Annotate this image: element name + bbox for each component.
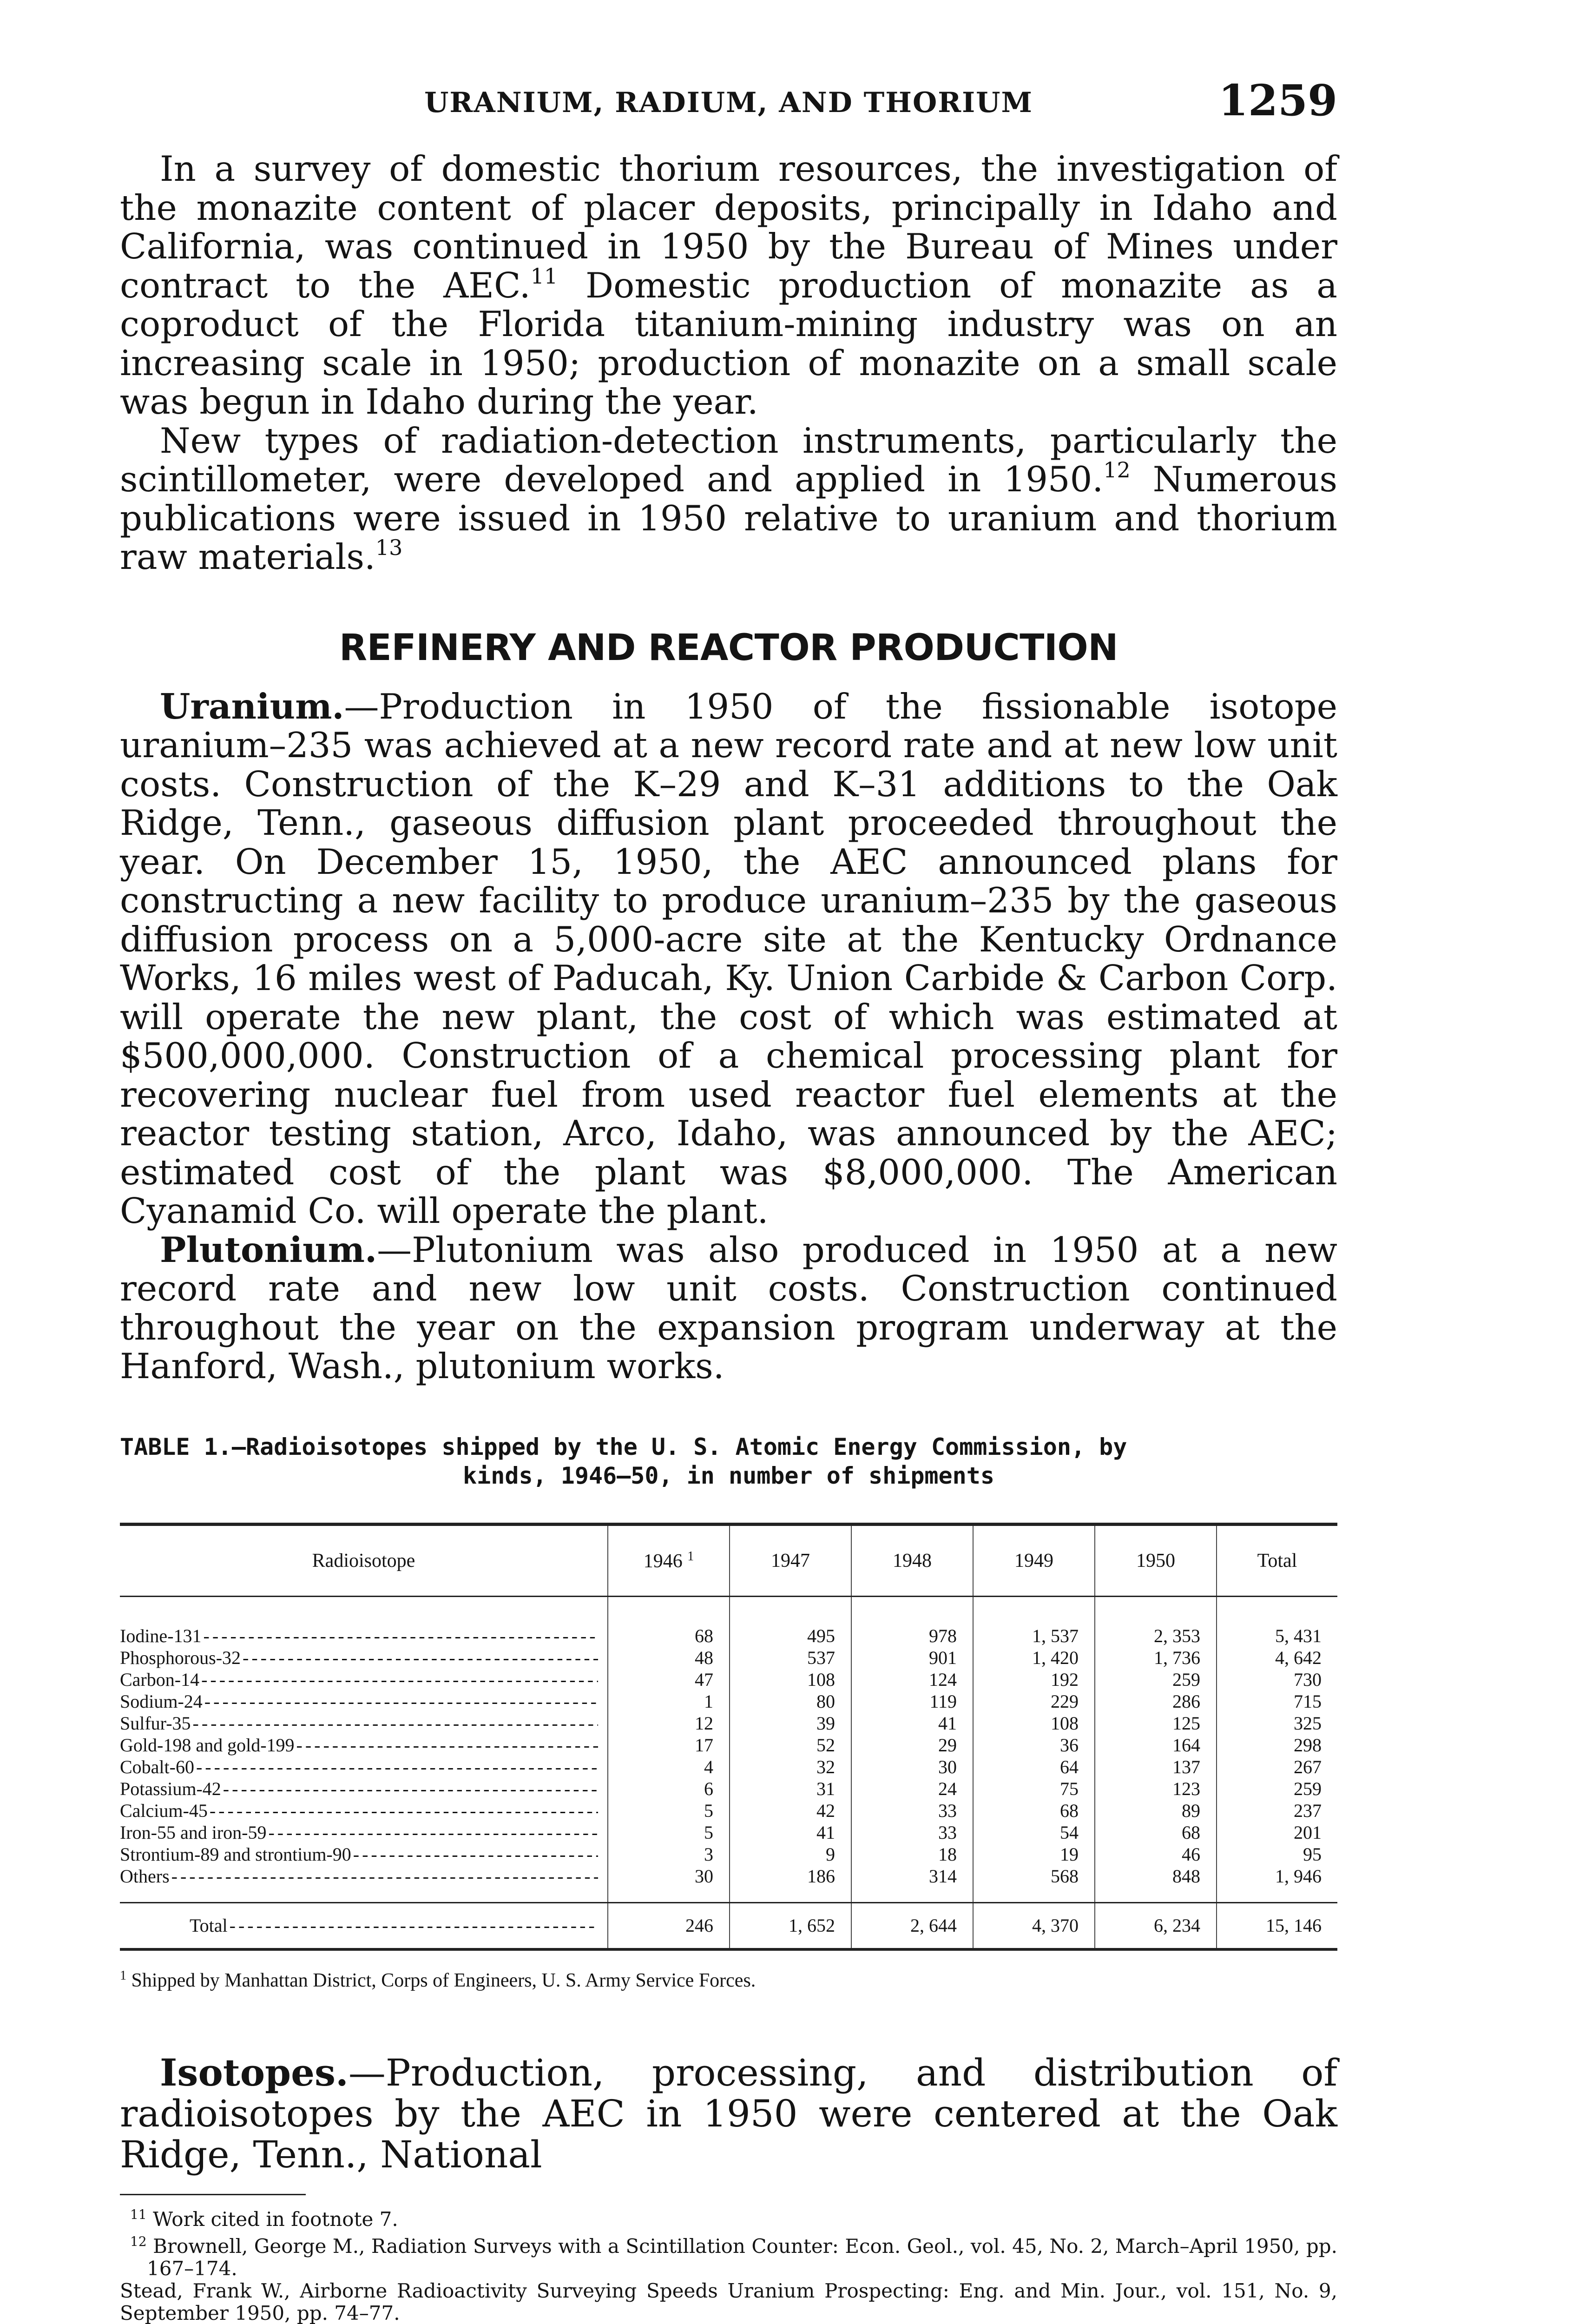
total-cell-1948: 2, 644 (851, 1902, 973, 1949)
uranium-run-in: Uranium. (160, 686, 344, 727)
cell-radioisotope: Others ----- (120, 1865, 608, 1887)
table-row (120, 1843, 1337, 1865)
cell-1946: 5 (608, 1800, 730, 1822)
cell-1948: 124 (851, 1669, 973, 1690)
table-row (120, 1712, 1337, 1734)
cell-1947: 39 (730, 1712, 851, 1734)
col-header-1946: 1946 $^1$ (608, 1524, 730, 1596)
cell-1946: 68 (608, 1625, 730, 1647)
cell-total: 298 (1217, 1734, 1337, 1756)
cell-1946: 17 (608, 1734, 730, 1756)
cell-1948: 29 (851, 1734, 973, 1756)
cell-total: 267 (1217, 1756, 1337, 1778)
cell-radioisotope: Calcium-45 ----- (120, 1800, 608, 1822)
cell-total: 5, 431 (1217, 1625, 1337, 1647)
cell-1948: 33 (851, 1800, 973, 1822)
isotopes-paragraph: Isotopes.—Production, processing, and distribution of radioisotopes by the AEC in 1950 were centered at the Oak Ridge, Tenn., National (120, 2050, 1337, 2176)
cell-total: 259 (1217, 1778, 1337, 1800)
footnotes (120, 2204, 1337, 2324)
cell-1947: 108 (730, 1669, 851, 1690)
cell-1947: 9 (730, 1843, 851, 1865)
cell-1946: 6 (608, 1778, 730, 1800)
cell-radioisotope: Sulfur-35 ----- (120, 1712, 608, 1734)
document-page (120, 70, 1337, 2324)
col-header-1949: 1949 (973, 1524, 1095, 1596)
cell-1949: 1, 420 (973, 1647, 1095, 1669)
table-row (120, 1734, 1337, 1756)
cell-total: 730 (1217, 1669, 1337, 1690)
cell-1946: 5 (608, 1822, 730, 1843)
cell-1950: 46 (1095, 1843, 1217, 1865)
table-header-row (120, 1524, 1337, 1596)
cell-radioisotope: Iodine-131 ----- (120, 1625, 608, 1647)
cell-1950: 68 (1095, 1822, 1217, 1843)
running-title: URANIUM, RADIUM, AND THORIUM (424, 86, 1033, 119)
cell-radioisotope: Strontium-89 and strontium-90 ----- (120, 1843, 608, 1865)
cell-1947: 31 (730, 1778, 851, 1800)
total-cell-1946: 246 (608, 1902, 730, 1949)
cell-1946: 1 (608, 1690, 730, 1712)
cell-1947: 495 (730, 1625, 851, 1647)
footnote-ref-13: 13 (375, 535, 403, 560)
cell-1949: 1, 537 (973, 1625, 1095, 1647)
cell-1947: 186 (730, 1865, 851, 1887)
footnote-ref-12: 12 (1103, 457, 1131, 482)
cell-1948: 119 (851, 1690, 973, 1712)
footnote-entry: $^{12}$ Brownell, George M., Radiation Surveys with a Scintillation Counter: Econ. Geol., vol. 45, No. 2, March–April 1950, pp. 167–174. (130, 2233, 1337, 2280)
cell-1948: 314 (851, 1865, 973, 1887)
cell-1949: 64 (973, 1756, 1095, 1778)
table-row (120, 1865, 1337, 1887)
cell-1947: 80 (730, 1690, 851, 1712)
intro-paragraph-instruments: New types of radiation-detection instruments, particularly the scintillometer, were developed and applied in 1950.12 Numerous publications were issued in 1950 relative to uranium and thorium raw materials.$^{13}$ (120, 420, 1337, 577)
table-row (120, 1778, 1337, 1800)
cell-total: 201 (1217, 1822, 1337, 1843)
uranium-paragraph: Uranium.—Production in 1950 of the fissionable isotope uranium–235 was achieved at a new record rate and at new low unit costs. Construction of the K–29 and K–31 additions to the Oak Ridge, Tenn., gaseous diffusion plant proceeded throughout the year. On December 15, 1950, the AEC announced plans for constructing a new facility to produce uranium–235 by the gaseous diffusion process on a 5,000-acre site at the Kentucky Ordnance Works, 16 miles west of Paducah, Ky. Union Carbide & Carbon Corp. will operate the new plant, the cost of which was estimated at $500,000,000. Construction of a chemical processing plant for recovering nuclear fuel from used reactor fuel elements at the reactor testing station, Arco, Idaho, was announced by the AEC; estimated cost of the plant was $8,000,000. The American Cyanamid Co. will operate the plant. (120, 686, 1337, 1231)
cell-radioisotope: Phosphorous-32 ----- (120, 1647, 608, 1669)
cell-1946: 30 (608, 1865, 730, 1887)
table-row (120, 1669, 1337, 1690)
cell-1949: 192 (973, 1669, 1095, 1690)
total-cell-total: 15, 146 (1217, 1902, 1337, 1949)
col-header-total: Total (1217, 1524, 1337, 1596)
footnote-entry: $^{11}$ Work cited in footnote 7. (130, 2206, 398, 2231)
cell-1949: 68 (973, 1800, 1095, 1822)
cell-1947: 42 (730, 1800, 851, 1822)
col-header-1947: 1947 (730, 1524, 851, 1596)
cell-1950: 1, 736 (1095, 1647, 1217, 1669)
cell-radioisotope: Carbon-14 ----- (120, 1669, 608, 1690)
total-cell-1950: 6, 234 (1095, 1902, 1217, 1949)
cell-1946: 47 (608, 1669, 730, 1690)
cell-1949: 229 (973, 1690, 1095, 1712)
cell-1948: 41 (851, 1712, 973, 1734)
plutonium-run-in: Plutonium. (160, 1229, 377, 1270)
cell-1946: 48 (608, 1647, 730, 1669)
radioisotope-table (120, 1523, 1337, 1951)
intro-paragraph-thorium: In a survey of domestic thorium resources, the investigation of the monazite content of placer deposits, principally in Idaho and California, was continued in 1950 by the Bureau of Mines under contract to the AEC.$^{11}$ Domestic production of monazite as a coproduct of the Florida titanium-mining industry was on an increasing scale in 1950; production of monazite on a small scale was begun in Idaho during the year. (120, 148, 1337, 422)
footnote-ref-11: 11 (530, 263, 558, 289)
col-header-1948: 1948 (851, 1524, 973, 1596)
cell-1947: 41 (730, 1822, 851, 1843)
cell-1950: 125 (1095, 1712, 1217, 1734)
cell-1950: 848 (1095, 1865, 1217, 1887)
cell-1949: 36 (973, 1734, 1095, 1756)
cell-1948: 18 (851, 1843, 973, 1865)
cell-1948: 30 (851, 1756, 973, 1778)
col-header-1950: 1950 (1095, 1524, 1217, 1596)
isotopes-run-in: Isotopes. (160, 2050, 349, 2094)
cell-radioisotope: Gold-198 and gold-199 ----- (120, 1734, 608, 1756)
cell-1950: 123 (1095, 1778, 1217, 1800)
cell-radioisotope: Potassium-42 ----- (120, 1778, 608, 1800)
page-number: 1259 (1218, 75, 1337, 125)
plutonium-paragraph: Plutonium.—Plutonium was also produced in 1950 at a new record rate and new low unit costs. Construction continued throughout the year on the expansion program underway at the Hanford, Wash., plutonium works. (120, 1229, 1337, 1386)
table-footnote: $^1$ Shipped by Manhattan District, Corps of Engineers, U. S. Army Service Forces. (120, 1968, 756, 1991)
table-row (120, 1690, 1337, 1712)
cell-1948: 901 (851, 1647, 973, 1669)
cell-radioisotope: Cobalt-60 ----- (120, 1756, 608, 1778)
cell-1947: 537 (730, 1647, 851, 1669)
cell-1946: 3 (608, 1843, 730, 1865)
cell-total: 237 (1217, 1800, 1337, 1822)
table-row (120, 1800, 1337, 1822)
table-row (120, 1647, 1337, 1669)
total-cell-1949: 4, 370 (973, 1902, 1095, 1949)
table-row (120, 1625, 1337, 1647)
table-total-row (120, 1902, 1337, 1949)
cell-total: 1, 946 (1217, 1865, 1337, 1887)
cell-1946: 12 (608, 1712, 730, 1734)
cell-total: 4, 642 (1217, 1647, 1337, 1669)
cell-1949: 568 (973, 1865, 1095, 1887)
running-head (120, 70, 1337, 130)
cell-1950: 259 (1095, 1669, 1217, 1690)
cell-1949: 108 (973, 1712, 1095, 1734)
footnote-entry: Stead, Frank W., Airborne Radioactivity Surveying Speeds Uranium Prospecting: Eng. and Min. Jour., vol. 151, No. 9, September 1950, pp. 74–77. (120, 2279, 1337, 2324)
cell-total: 715 (1217, 1690, 1337, 1712)
total-cell-radioisotope: Total ----- (120, 1902, 608, 1949)
cell-radioisotope: Sodium-24 ----- (120, 1690, 608, 1712)
cell-1950: 164 (1095, 1734, 1217, 1756)
footnote-divider (120, 2194, 306, 2195)
cell-total: 325 (1217, 1712, 1337, 1734)
cell-1950: 137 (1095, 1756, 1217, 1778)
cell-1950: 2, 353 (1095, 1625, 1217, 1647)
cell-1948: 978 (851, 1625, 973, 1647)
cell-1948: 24 (851, 1778, 973, 1800)
table-caption: TABLE 1.—Radioisotopes shipped by the U. S. Atomic Energy Commission, by kinds, 1946–50, in number of shipments (120, 1433, 1127, 1489)
col-header-radioisotope: Radioisotope (120, 1524, 608, 1596)
cell-1949: 75 (973, 1778, 1095, 1800)
table-row (120, 1756, 1337, 1778)
cell-1949: 19 (973, 1843, 1095, 1865)
table-row (120, 1822, 1337, 1843)
cell-1947: 32 (730, 1756, 851, 1778)
total-cell-1947: 1, 652 (730, 1902, 851, 1949)
cell-1947: 52 (730, 1734, 851, 1756)
cell-1950: 89 (1095, 1800, 1217, 1822)
cell-1949: 54 (973, 1822, 1095, 1843)
cell-1948: 33 (851, 1822, 973, 1843)
cell-total: 95 (1217, 1843, 1337, 1865)
cell-radioisotope: Iron-55 and iron-59 ----- (120, 1822, 608, 1843)
section-heading: REFINERY AND REACTOR PRODUCTION (339, 627, 1118, 669)
cell-1950: 286 (1095, 1690, 1217, 1712)
cell-1946: 4 (608, 1756, 730, 1778)
